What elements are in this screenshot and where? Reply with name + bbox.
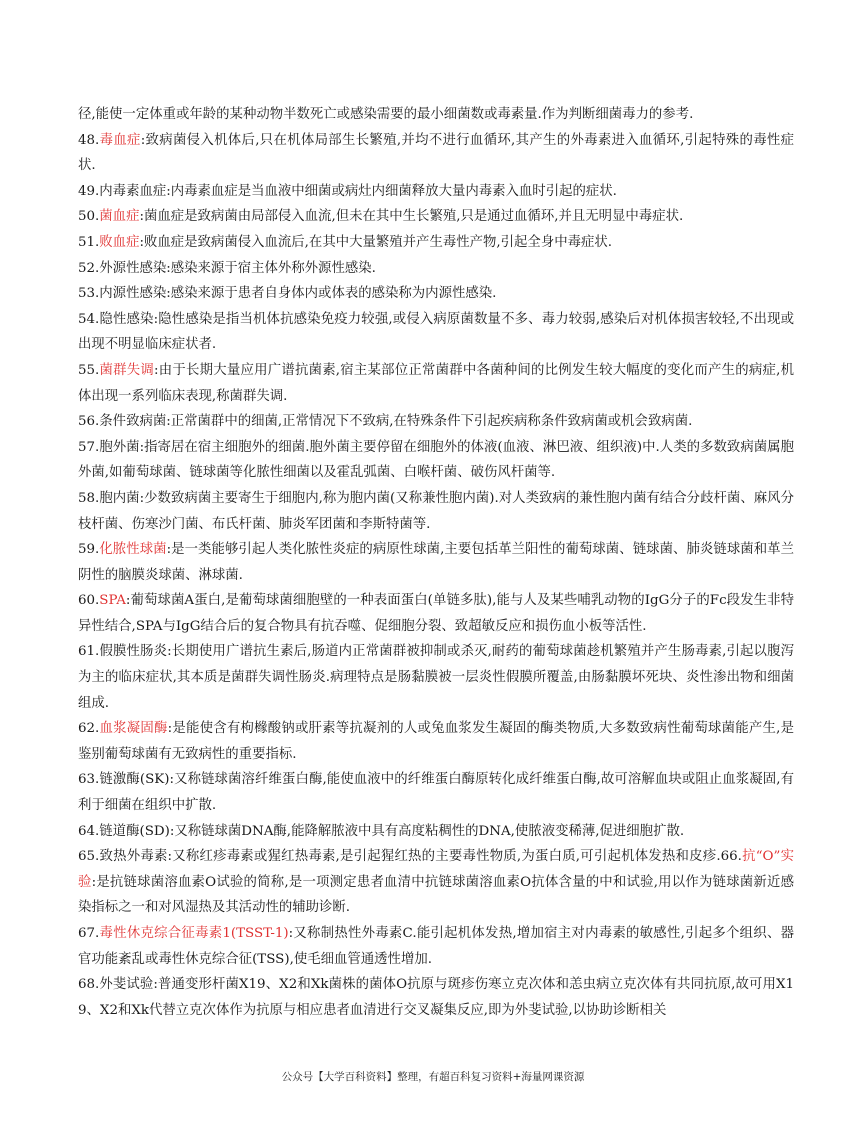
- term-highlighted: 毒血症: [99, 132, 141, 148]
- paragraph-53: 53.内源性感染:感染来源于患者自身体内或体表的感染称为内源性感染.: [78, 286, 497, 302]
- paragraph-58: 58.胞内菌:少数致病菌主要寄生于细胞内,称为胞内菌(又称兼性胞内菌).对人类致病的兼性胞内菌有结合分歧杆菌、麻风分枝杆菌、伤寒沙门菌、布氏杆菌、肺炎军团菌和李斯特菌等.: [78, 490, 794, 532]
- paragraph-continuation: 径,能使一定体重或年龄的某种动物半数死亡或感染需要的最小细菌数或毒素量.作为判断细菌毒力的参考.: [78, 107, 694, 122]
- term-highlighted: SPA: [99, 593, 126, 609]
- paragraph-51: 51.败血症:败血症是致病菌侵入血流后,在其中大量繁殖并产生毒性产物,引起全身中毒症状.: [78, 234, 613, 250]
- term: 致热外毒素: [99, 849, 168, 865]
- term: 假膜性肠炎: [99, 644, 168, 660]
- paragraph-63: 63.链激酶(SK):又称链球菌溶纤维蛋白酶,能使血液中的纤维蛋白酶原转化成纤维蛋白酶,故可溶解血块或阻止血浆凝固,有利于细菌在组织中扩散.: [78, 772, 794, 814]
- term: 外源性感染: [99, 260, 167, 276]
- term: 胞外菌: [99, 439, 140, 455]
- paragraph-68: 68.外斐试验:普通变形杆菌X19、X2和Xk菌株的菌体O抗原与斑疹伤寒立克次体和恙虫病立克次体有共同抗原,故可用X19、X2和Xk代替立克次体作为抗原与相应患者血清进行交叉凝集反应,即为外斐试验,以协助诊断相关: [78, 977, 795, 1018]
- paragraph-62: 62.血浆凝固酶:是能使含有枸橼酸钠或肝素等抗凝剂的人或兔血浆发生凝固的酶类物质,大多数致病性葡萄球菌能产生,是鉴别葡萄球菌有无致病性的重要指标.: [78, 721, 794, 762]
- page-footer: 公众号【大学百科资料】整理，有超百科复习资料+海量网课资源: [281, 1071, 585, 1083]
- paragraph-61: 61.假膜性肠炎:长期使用广谱抗生素后,肠道内正常菌群被抑制或杀灭,耐药的葡萄球菌趁机繁殖并产生肠毒素,引起以腹泻为主的临床症状,其本质是菌群失调性肠炎.病理特点是肠黏膜被一层炎性假膜所覆盖,由肠黏膜坏死块、炎性渗出物和细菌组成.: [78, 644, 795, 711]
- term: 隐性感染: [99, 311, 154, 327]
- term-highlighted: 毒性休克综合征毒素1(TSST-1): [99, 926, 289, 941]
- paragraph-65-66: 65.致热外毒素:又称红疹毒素或猩红热毒素,是引起猩红热的主要毒性物质,为蛋白质,可引起机体发热和皮疹.66.抗“O”实验:是抗链球菌溶血素O试验的简称,是一项测定患者血清中抗链球菌溶血素O抗体含量的中和试验,用以作为链球菌新近感染指标之一和对风湿热及其活动性的辅助诊断.: [78, 849, 794, 916]
- term-highlighted: 菌血症: [99, 209, 140, 225]
- paragraph-57: 57.胞外菌:指寄居在宿主细胞外的细菌.胞外菌主要停留在细胞外的体液(血液、淋巴液、组织液)中.人类的多数致病菌属胞外菌,如葡萄球菌、链球菌等化脓性细菌以及霍乱弧菌、白喉杆菌、破伤风杆菌等.: [78, 439, 794, 481]
- paragraph-54: 54.隐性感染:隐性感染是指当机体抗感染免疫力较强,或侵入病原菌数量不多、毒力较弱,感染后对机体损害较轻,不出现或出现不明显临床症状者.: [78, 311, 795, 353]
- term: 外斐试验: [99, 977, 154, 993]
- document-body: [78, 102, 794, 1023]
- term-highlighted: 血浆凝固酶: [99, 721, 168, 737]
- paragraph-56: 56.条件致病菌:正常菌群中的细菌,正常情况下不致病,在特殊条件下引起疾病称条件致病菌或机会致病菌.: [78, 414, 693, 430]
- paragraph-67: 67.毒性休克综合征毒素1(TSST-1):又称制热性外毒素C.能引起机体发热,增加宿主对内毒素的敏感性,引起多个组织、器官功能紊乱或毒性休克综合征(TSS),使毛细血管通透性增加.: [78, 926, 795, 967]
- paragraph-48: 48.毒血症:致病菌侵入机体后,只在机体局部生长繁殖,并均不进行血循环,其产生的外毒素进入血循环,引起特殊的毒性症状.: [78, 132, 794, 174]
- paragraph-64: 64.链道酶(SD):又称链球菌DNA酶,能降解脓液中具有高度粘稠性的DNA,使脓液变稀薄,促进细胞扩散.: [78, 823, 685, 839]
- paragraph-59: 59.化脓性球菌:是一类能够引起人类化脓性炎症的病原性球菌,主要包括革兰阳性的葡萄球菌、链球菌、肺炎链球菌和革兰阴性的脑膜炎球菌、淋球菌.: [78, 542, 795, 583]
- term: 链道酶(SD): [99, 823, 170, 839]
- term: 胞内菌: [99, 490, 140, 506]
- term-highlighted: 败血症: [99, 234, 140, 250]
- paragraph-60: 60.SPA:葡萄球菌A蛋白,是葡萄球菌细胞壁的一种表面蛋白(单链多肽),能与人及某些哺乳动物的IgG分子的Fc段发生非特异性结合,SPA与IgG结合后的复合物具有抗吞噬、促细胞分裂、致超敏反应和损伤血小板等活性.: [78, 593, 794, 634]
- term: 链激酶(SK): [99, 772, 170, 788]
- paragraph-55: 55.菌群失调:由于长期大量应用广谱抗菌素,宿主某部位正常菌群中各菌种间的比例发生较大幅度的变化而产生的病症,机体出现一系列临床表现,称菌群失调.: [78, 362, 795, 404]
- term-highlighted: 菌群失调: [99, 362, 155, 378]
- term-highlighted: 化脓性球菌: [99, 542, 167, 558]
- term-highlighted: 抗“O”实验: [78, 849, 794, 890]
- term: 条件致病菌: [99, 414, 167, 430]
- term: 内源性感染: [99, 286, 167, 302]
- paragraph-49: 49.内毒素血症:内毒素血症是当血液中细菌或病灶内细菌释放大量内毒素入血时引起的症状.: [78, 183, 617, 199]
- paragraph-50: 50.菌血症:菌血症是致病菌由局部侵入血流,但未在其中生长繁殖,只是通过血循环,并且无明显中毒症状.: [78, 209, 684, 225]
- paragraph-52: 52.外源性感染:感染来源于宿主体外称外源性感染.: [78, 260, 376, 276]
- term: 内毒素血症: [99, 183, 167, 199]
